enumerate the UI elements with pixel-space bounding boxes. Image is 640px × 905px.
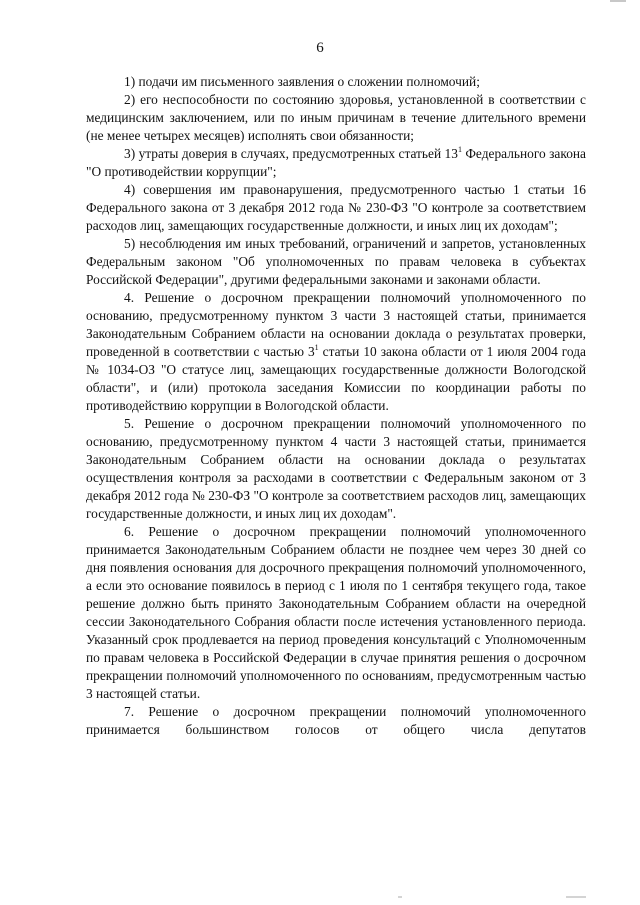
paragraph-section-6: 6. Решение о досрочном прекращении полномочий уполномоченного принимается Законодательным Собранием области не позднее чем через 30 дней со дня появления основания для досрочного прекращения полномочий уполномоченного, а если это основание появилось в период с 1 июля по 1 сентября текущего года, такое решение должно быть принято Законодательным Собранием области на очередной сессии Законодательного Собрания области после истечения установленного периода. Указанный срок продлевается на период проведения консультаций с Уполномоченным по правам человека в Российской Федерации в случае принятия решения о досрочном прекращении полномочий уполномоченного по основаниям, предусмотренным частью 3 настоящей статьи. [86, 524, 586, 701]
paragraph-text: 3) утраты доверия в случаях, предусмотренных статьей 13 [124, 146, 458, 161]
superscript-reference: 1 [314, 343, 319, 352]
paragraph-section-7: 7. Решение о досрочном прекращении полномочий уполномоченного принимается большинством голосов от общего числа депутатов [86, 704, 586, 737]
page-number: 6 [316, 40, 324, 56]
paragraph-item-2-health: 2) его неспособности по состоянию здоровья, установленной в соответствии с медицинским заключением, или по иным причинам в течение длительного времени (не менее четырех месяцев) исполнять свои обязанности; [86, 92, 586, 143]
paragraph-item-5-noncompliance: 5) несоблюдения им иных требований, ограничений и запретов, установленных Федеральным законом "Об уполномоченных по правам человека в субъектах Российской Федерации", другими федеральными законами и законами области. [86, 236, 586, 287]
paragraph-item-1-resignation: 1) подачи им письменного заявления о сложении полномочий; [124, 74, 480, 89]
paragraph-item-3-loss-of-trust [86, 145, 586, 181]
scan-mark [566, 896, 586, 898]
paragraph-section-4 [86, 289, 586, 415]
paragraph-text: 4. Решение о досрочном прекращении полномочий уполномоченного по основанию, предусмотренному пунктом 3 части 3 настоящей статьи, принимается Законодательным Собранием области на основании доклада о результатах проверки, проведенной в соответствии с частью 3 [86, 290, 586, 359]
paragraph-section-5: 5. Решение о досрочном прекращении полномочий уполномоченного по основанию, предусмотренному пунктом 4 части 3 настоящей статьи, принимается Законодательным Собранием области на основании доклада о результатах осуществления контроля за расходами в соответствии с Федеральным законом от 3 декабря 2012 года № 230-ФЗ "О контроле за соответствием расходов лиц, замещающих государственные должности, и иных лиц их доходам". [86, 416, 586, 521]
paragraph-item-4-offense: 4) совершения им правонарушения, предусмотренного частью 1 статьи 16 Федерального закона от 3 декабря 2012 года № 230-ФЗ "О контроле за соответствием расходов лиц, замещающих государственные должности, и иных лиц их доходам"; [86, 182, 586, 233]
scan-mark [610, 0, 626, 2]
paragraph-text: статьи 10 закона области от 1 июля 2004 года № 1034-ОЗ "О статусе лиц, замещающих государственные должности Вологодской области", и (или) протокола заседания Комиссии по координации работы по противодействию коррупции в Вологодской области. [86, 344, 587, 413]
document-body [86, 73, 586, 739]
paragraph-text: Федерального закона "О противодействии коррупции"; [86, 146, 586, 179]
superscript-reference: 1 [457, 145, 462, 154]
scan-mark [398, 896, 402, 898]
